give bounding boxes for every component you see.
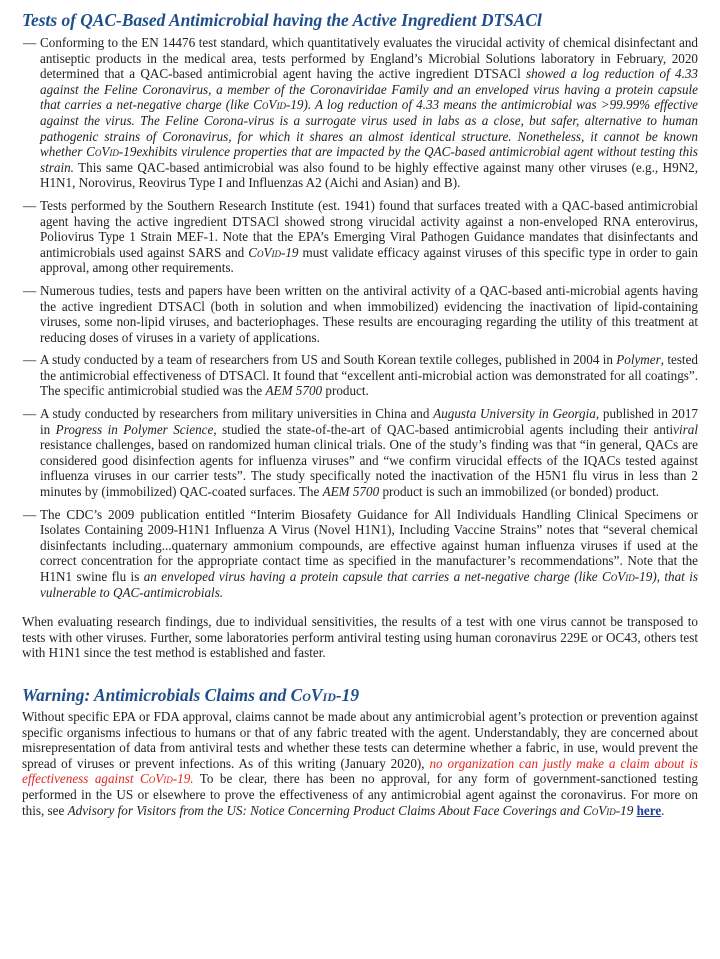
section-heading-tests: Tests of QAC-Based Antimicrobial having the Active Ingredient DTSACl [22,10,542,30]
warning-red-statement: no organization can justly make a claim about is effectiveness against CoVid-19. [22,755,698,787]
list-item-cdc-guidance: — The CDC’s 2009 publication entitled “Interim Biosafety Guidance for All Individuals Handling Clinical Specimens or Isolates Containing 2009-H1N1 Influenza A Virus (Novel H1N1), Including Vaccine Strains” notes that “several chemical disinfectants including...quaternary ammonium compounds, are effective against human influenza viruses if used at the correct concentration for the appropriate contact time as specified in the manufacturer’s recommendations”. Note that the H1N1 swine flu is an enveloped virus having a protein capsule that carries a net-negative charge (like CoVid-19), that is vulnerable to QAC-antimicrobials. [23,506,698,600]
list-item-polymer-study: — A study conducted by a team of researchers from US and South Korean textile colleges, published in 2004 in Polymer, tested the antimicrobial effectiveness of DTSACl. It found that “excellent anti-microbial action was demonstrated for all coatings”. The specific antimicrobial studied was the AEM 5700 product. [23,352,698,399]
warning-paragraph: Without specific EPA or FDA approval, claims cannot be made about any antimicrobial agent’s protection or prevention against specific organisms infectious to humans or that of any fabric treated with the agent. Understandably, they are concerned about misrepresentation of data from antiviral tests and whether these tests can determine whether a fabric, in use, would prevent the spread of viruses or prevent infections. As of this writing (January 2020), no organization can justly make a claim about is effectiveness against CoVid-19. To be clear, there has been no approval, for any form of government-sanctioned testing performed in the US or elsewhere to prove the effectiveness of any antimicrobial agent against the coronavirus. For more on this, see Advisory for Visitors from the US: Notice Concerning Product Claims About Face Coverings and CoVid-19 here. [22,708,699,818]
dash-bullet-icon: — [23,506,37,522]
document-page [22,8,698,818]
advisory-here-link[interactable]: here [636,802,662,818]
dash-bullet-icon: — [23,282,37,298]
dash-bullet-icon: — [23,352,37,368]
dash-bullet-icon: — [23,35,37,50]
dash-bullet-icon: — [23,406,37,422]
dash-bullet-icon: — [23,197,37,213]
list-item-en14476: — Conforming to the EN 14476 test standard, which quantitatively evaluates the virucidal activity of chemical disinfectant and antiseptic products in the medical area, tests performed by England’s Microbial Solutions laboratory in February, 2020 determined that a QAC-based antimicrobial agent having the active ingredient DTSACl showed a log reduction of 4.33 against the Feline Coronavirus, a member of the Coronaviridae Family and an enveloped virus having a protein capsule that carries a net-negative charge (like CoVid-19). A log reduction of 4.33 means the antimicrobial was >99.99% effective against the virus. The Feline Corona-virus is a surrogate virus used in labs as a close, but safer, alternative to human pathogenic strains of Coronavirus, for which it shares an almost identical structure. Nonetheless, it cannot be known whether CoVid-19exhibits virulence properties that are impacted by the QAC-based antimicrobial agent without testing this strain. This same QAC-based antimicrobial was also found to be highly effective against many other viruses (e.g., H9N2, H1N1, Norovirus, Reovirus Type I and Influenzas A2 (Aichi and Asian) and B). [23,35,699,191]
list-item-augusta-study: — A study conducted by researchers from military universities in China and Augusta University in Georgia, published in 2017 in Progress in Polymer Science, studied the state-of-the-art of QAC-based antimicrobial agents including their antiviral resistance challenges, based on randomized human clinical trials. One of the study’s finding was that “in general, QACs are considered good disinfection agents for influenza viruses” and “we confirm virucidal effects of the IQACs tested against influenza viruses in our carrier tests”. The study specifically noted the inactivation of the H5N1 flu virus in less than 2 minutes by (immobilized) QAC-coated surfaces. The AEM 5700 product is such an immobilized (or bonded) product. [23,406,699,500]
list-item-numerous-studies: — Numerous tudies, tests and papers have been written on the antiviral activity of a QAC-based anti-microbial agents having the active ingredient DTSACl (both in solution and when immobilized) evidencing the inactivation of lipid-containing viruses, some non-lipid viruses, and bacteriophages. These results are encouraging regarding the utility of this treatment at reducing doses of viruses in a variety of applications. [23,282,698,345]
summary-paragraph: When evaluating research findings, due to individual sensitivities, the results of a test with one virus cannot be transposed to tests with other viruses. Further, some laboratories perform antiviral testing using human coronavirus 229E or OC43, others test with H1N1 since the test method is established and faster. [22,614,698,661]
section-heading-warning: Warning: Antimicrobials Claims and CoVid-19 [22,684,360,705]
test-findings-list [22,35,698,600]
list-item-southern-research: — Tests performed by the Southern Research Institute (est. 1941) found that surfaces treated with a QAC-based antimicrobial agent having the active ingredient DTSACl showed strong virucidal activity against a non-enveloped RNA enterovirus, Poliovirus Type 1 Strain MEF-1. Note that the EPA’s Emerging Viral Pathogen Guidance mandates that disinfectants and antimicrobials used against SARS and CoVid-19 must validate efficacy against viruses of this specific type in order to gain approval, among other requirements. [23,197,698,276]
